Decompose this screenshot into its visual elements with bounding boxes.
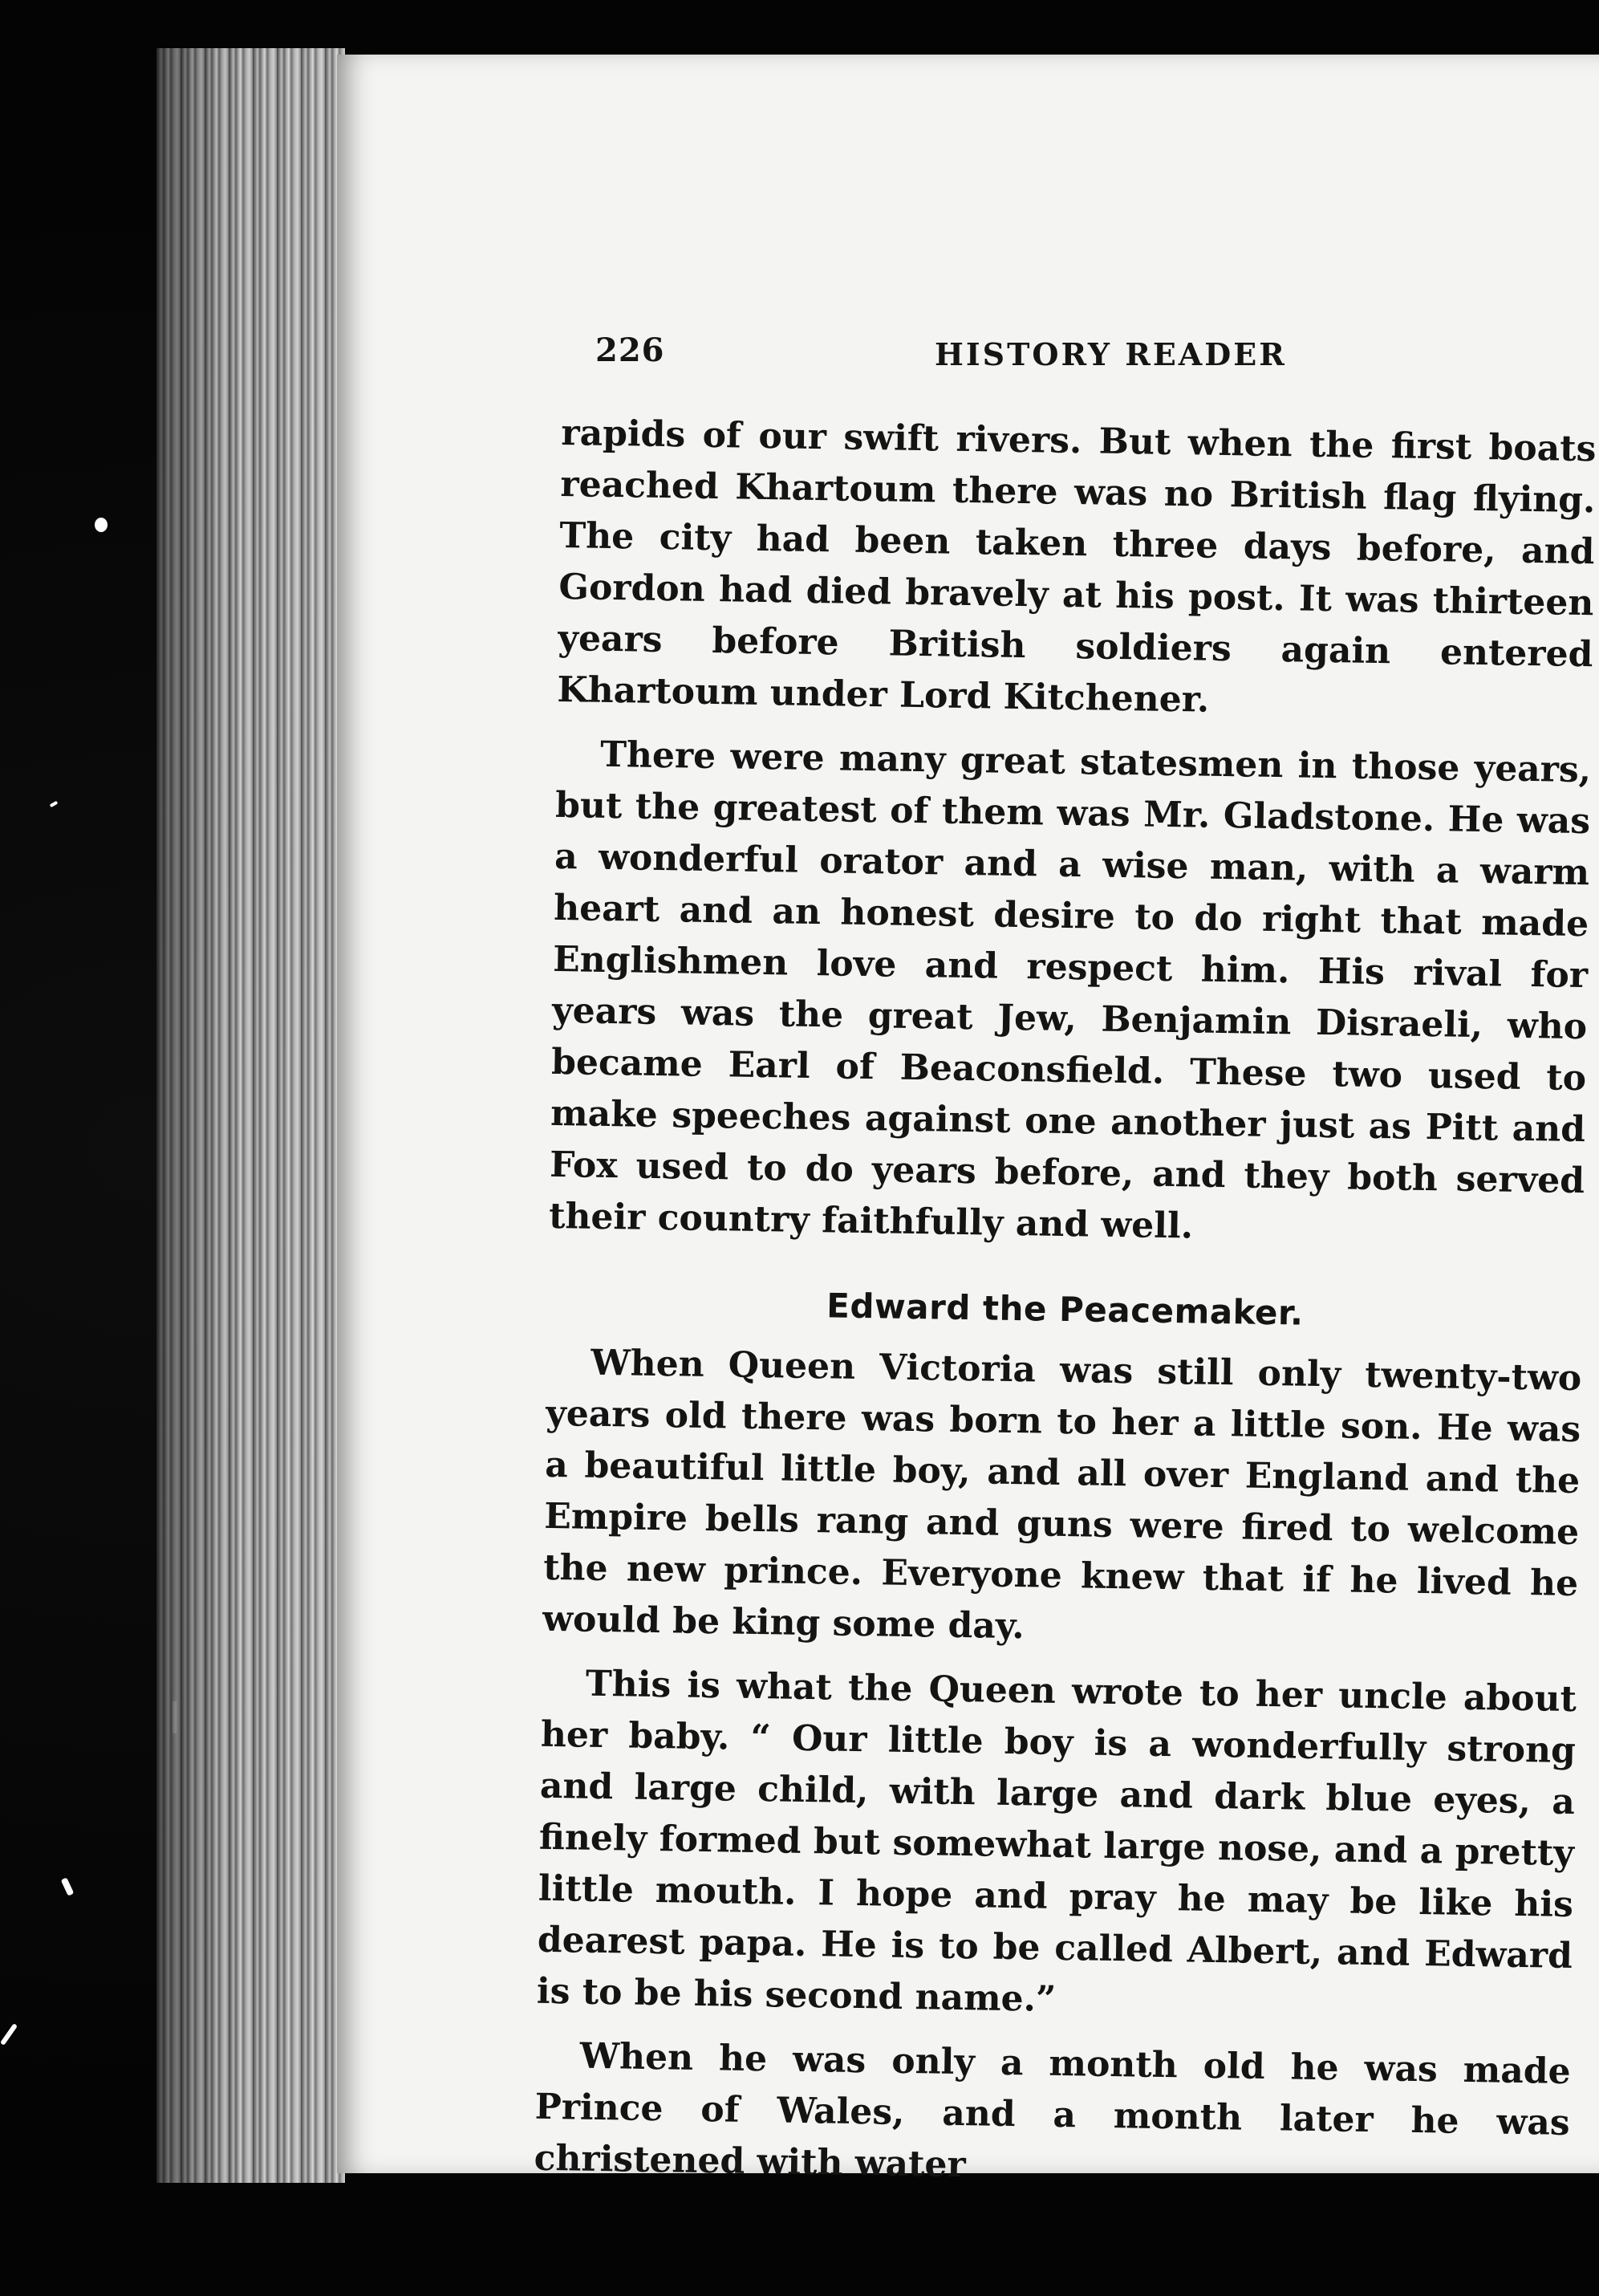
paragraph: There were many great statesmen in those years, but the greatest of them was Mr. Gladstone. He was a wonderful orator and a wise man, with a warm heart and an honest desire to do right that made Englishmen love and respect him. His rival for years was the great Jew, Benjamin Disraeli, who became Earl of Beaconsfield. These two used to make speeches against one another just as Pitt and Fox used to do years before, and they both served their country faithfully and well. — [548, 734, 1592, 1247]
paragraph: This is what the Queen wrote to her uncle about her baby. “ Our little boy is a wonderfully strong and large child, with large and dark blue eyes, a finely formed but somewhat large nose, and a pretty little mouth. I hope and pray he may be like his dearest papa. He is to be called Albert, and Edward is to be his second name.” — [536, 1663, 1577, 2020]
page-number: 226 — [595, 331, 665, 369]
scan-speck — [95, 518, 108, 532]
paragraph: When Queen Victoria was still only twenty-two years old there was born to her a little son. He was a beautiful little boy, and all over England and the Empire bells rang and guns were fired to welcome the new prince. Everyone knew that if he lived he would be king some day. — [542, 1342, 1582, 1648]
paragraph: rapids of our swift rivers. But when the first boats reached Khartoum there was no British flag flying. The city had been taken three days before, and Gordon had died bravely at his post. It was thirteen years before British soldiers again entered Khartoum under Lord Kitchener. — [557, 412, 1597, 721]
book-page — [337, 55, 1599, 2186]
paragraph: When he was only a month old he was made Prince of Wales, and a month later he was christened with water — [534, 2035, 1571, 2186]
page-edges — [156, 48, 345, 2183]
running-title: HISTORY READER — [935, 336, 1287, 372]
running-head — [337, 331, 1599, 380]
body-text — [534, 408, 1597, 2213]
section-heading: Edward the Peacemaker. — [826, 1286, 1304, 1333]
